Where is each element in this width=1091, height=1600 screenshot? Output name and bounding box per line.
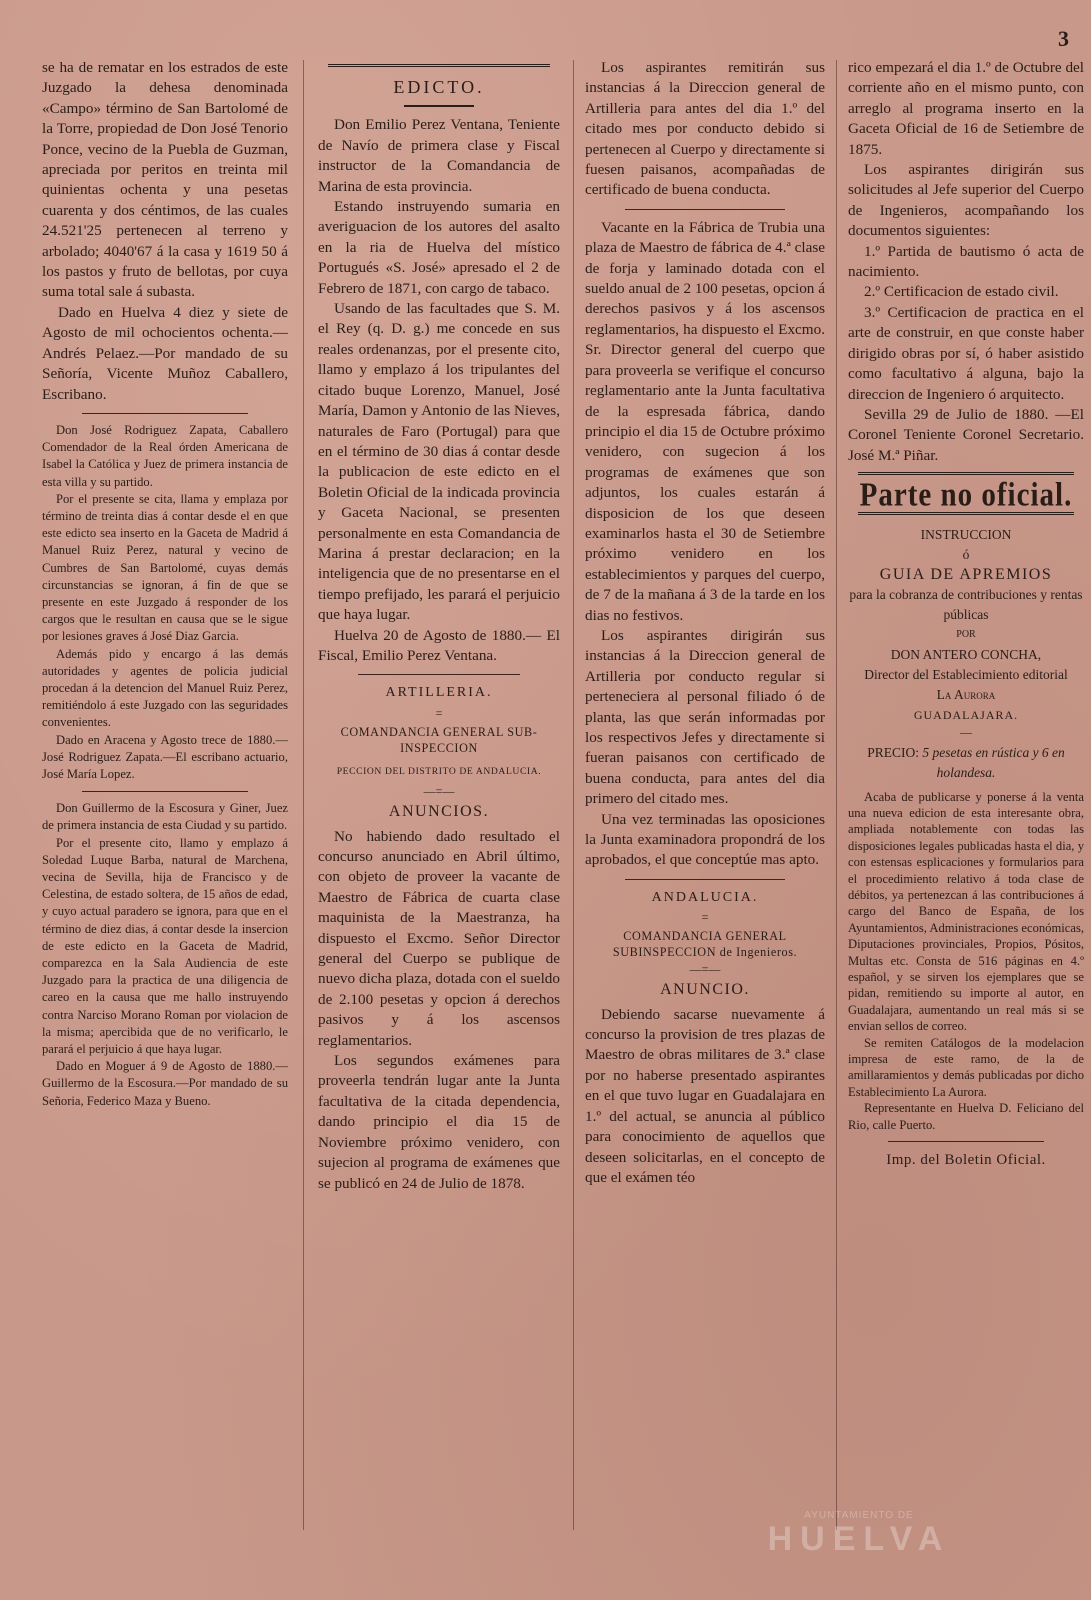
divider [888,1141,1044,1142]
section-title: Parte no oficial. [859,476,1073,514]
advert-line: INSTRUCCION [920,526,1012,542]
paragraph: Vacante en la Fábrica de Trubia una plaza de Maestro de fábrica de 4.ª clase de forja y laminado dotada con el sueldo anual de 2 100 pesetas, opcion á derechos pasivos y á los ascensos reglamentarios, ha dispuesto el Excmo. Sr. Director general del cuerpo que para proveerla se verifique el concurso reglamentario ante la Junta facultativa de la espresada fábrica, dando principio el dia 15 de Octubre próximo venidero, con sugecion á los programas de exámenes que son adjuntos, los cuales estarán á disposicion de los que deseen examinarlos hasta el 30 de Setiembre próximo venidero en los establecimientos y parques del cuerpo, de 7 de la mañana á 3 de la tarde en los dias no festivos. [585,218,825,624]
divider [328,64,550,67]
section-title: ANUNCIO. [660,981,750,999]
double-rule: = [701,910,709,925]
advert-price [848,743,1084,783]
paragraph: Los aspirantes remitirán sus instancias á la Direccion general de Artilleria para antes del dia 1.º del citado mes por conducto debido si pertenecen al Cuerpo y directamente si fuesen paisanos, acompañadas de certificado de buena conducta. [585,59,825,199]
paragraph: rico empezará el dia 1.º de Octubre del corriente año en el mismo punto, con arreglo al programa inserto en la Gaceta Oficial de 16 de Setiembre de 1875. [848,59,1084,158]
paragraph: Don José Rodriguez Zapata, Caballero Comendador de la Real órden Americana de Isabel la Católica y Juez de primera instancia de esta villa y su partido. [42,422,288,489]
column-rule [573,60,574,1530]
watermark-line: HUELVA [767,1520,951,1558]
paragraph: Además pido y encargo á las demás autoridades y agentes de policia judicial procedan á la detencion del Manuel Ruiz Perez, remitiéndolo á este Juzgado con las seguridades convenientes. [42,646,288,730]
section-title: EDICTO. [393,77,485,97]
edict-escosura [42,800,288,1110]
paragraph: Representante en Huelva D. Feliciano del Rio, calle Puerto. [848,1101,1084,1132]
paragraph: Se remiten Catálogos de la modelacion impresa de este ramo, de la de amillaramientos y demás publicadas por dicho Establecimiento La Aurora. [848,1035,1084,1099]
advert-author: DON ANTERO CONCHA, [890,646,1042,662]
column-3 [585,58,825,1580]
divider [858,472,1074,475]
paragraph: No habiendo dado resultado el concurso anunciado en Abril último, con objeto de proveer la vacante de Maestro de Fábrica de cuarta clase maquinista de la Maestranza, ha dispuesto el Excmo. Señor Director general del Cuerpo se publique de nuevo dicha plaza, dotada con el sueldo de 2.100 pesetas y opcion á derechos pasivos y á los ascensos reglamentarios. [318,827,560,1049]
paragraph: se ha de rematar en los estrados de este Juzgado la dehesa denominada «Campo» término de San Bartolomé de la Torre, propiedad de Don José Tenorio Ponce, vecino de la Puebla de Guzman, apreciada por peritos en treinta mil quinientas ochenta y una pesetas cuarenta y dos céntimos, de las cuales 24.521'25 pertenecen al terreno y arbolado; 4040'67 á la casa y 1619 50 á los pastos y fruto de bellotas, por cuya suma total sale á subasta. [42,59,288,301]
divider [358,674,520,675]
advert-title: GUIA DE APREMIOS [879,565,1053,583]
advert-line: La Aurora [936,686,996,702]
double-rule: —=— [423,784,455,799]
paragraph: Los aspirantes dirigirán sus solicitudes al Jefe superior del Cuerpo de Ingenieros, acompañando los documentos siguientes: [848,161,1084,240]
section-title: ANDALUCIA. [651,889,759,905]
watermark-line: AYUNTAMIENTO DE [804,1510,914,1521]
paragraph: Los segundos exámenes para proveerla tendrán lugar ante la Junta facultativa de la citada dependencia, dando principio el dia 15 de Noviembre próximo venidero, con sujecion al programa de exámenes que se publicó en 24 de Julio de 1878. [318,1052,560,1192]
double-rule: —=— [689,962,721,977]
paragraph: 2.º Certificacion de estado civil. [864,283,1059,301]
watermark [749,1510,969,1560]
paragraph: Por el presente se cita, llama y emplaza por término de treinta dias á contar desde el en que este edicto sea inserto en la Gaceta de Madrid á Manuel Ruiz Perez, natural y vecino de Cumbres de San Bartolomé, cuyas demás circunstancias se ignoran, á fin de que se presente en este Juzgado á responder de los cargos que le resultan en causa que se le sigue por lesiones graves á José Diaz Garcia. [42,491,288,644]
advert-body [848,789,1084,1134]
column-rule [836,60,837,1530]
printer-imprint: Imp. del Boletin Oficial. [886,1152,1046,1169]
divider [625,879,785,880]
column-rule [303,60,304,1530]
paragraph: Don Guillermo de la Escosura y Giner, Juez de primera instancia de esta Ciudad y su partido. [42,801,288,833]
section-title: ANUNCIOS. [388,803,490,821]
divider [82,413,248,414]
price-text: 5 pesetas en rústica y 6 en holandesa. [922,744,1065,780]
section-subtitle: PECCION DEL DISTRITO DE ANDALUCIA. [336,765,542,777]
paragraph: Sevilla 29 de Julio de 1880. —El Coronel Teniente Coronel Secretario. José M.ª Piñar. [848,405,1084,464]
column-2 [318,58,560,1580]
column-1 [42,58,288,1580]
double-rule: = [435,705,443,720]
advert-header [848,525,1084,783]
paragraph: Los aspirantes dirigirán sus instancias á la Direccion general de Artilleria por conducto regular si perteneciera al personal filiado ó de planta, las que serán informadas por los respectivos Jefes y directamente si fueran paisanos con certificado de buena conducta, para antes del dia primero del citado mes. [585,626,825,808]
paragraph: Usando de las facultades que S. M. el Rey (q. D. g.) me concede en sus reales ordenanzas, por el presente cito, llamo y emplazo á los tripulantes del citado buque Lorenzo, Manuel, José María, Damon y Antonio de las Nieves, naturales de Faro (Portugal) para que en el término de 30 dias á contar desde la publicacion de este edicto en el Boletin Oficial de la indicada provincia y Gaceta Nacional, se presenten personalmente en esta Comandancia de Marina á prestar declaracion; en la inteligencia que de no presentarse en el tiempo prefijado, les parará el perjuicio que haya lugar. [318,300,560,624]
price-label: PRECIO: [867,744,919,760]
paragraph: Estando instruyendo sumaria en averiguacion de los autores del asalto en la ria de Huelva del místico Portugués «S. José» apresado el 2 de Febrero de 1871, con cargo de tabaco. [318,198,560,297]
paragraph: Don Emilio Perez Ventana, Teniente de Navío de primera clase y Fiscal instructor de la Comandancia de Marina de esta provincia. [318,116,560,195]
paragraph: 3.º Certificacion de practica en el arte de construir, en que conste haber dirigido obras por sí, ó haber asistido como facultativo á alguna, bajo la direccion de Ingeniero ó arquitecto. [848,303,1084,403]
section-subtitle: COMANDANCIA GENERAL SUB-INSPECCION [340,724,538,755]
paragraph: Una vez terminadas las oposiciones la Junta examinadora propondrá de los aprobados, el que conceptúe mas apto. [585,810,825,869]
advert-line: GUADALAJARA. [913,707,1019,722]
column-4 [848,58,1084,1580]
edict-rodriguez [42,422,288,783]
double-rule: — [960,724,972,739]
advert-line: POR [956,628,976,640]
section-title: ARTILLERIA. [385,685,493,701]
advert-line: ó [962,546,970,562]
paragraph: 1.º Partida de bautismo ó acta de nacimiento. [848,242,1084,281]
divider [404,105,474,107]
advert-line: Director del Establecimiento editorial [864,666,1068,682]
divider [82,791,248,792]
paragraph: Dado en Huelva 4 diez y siete de Agosto de mil ochocientos ochenta.—Andrés Pelaez.—Por mandado de su Señoría, Vicente Muñoz Caballero, Escribano. [42,303,288,403]
paragraph: Dado en Moguer á 9 de Agosto de 1880.—Guillermo de la Escosura.—Por mandado de su Señoria, Federico Maza y Bueno. [42,1059,288,1108]
divider [625,209,785,210]
paragraph: Acaba de publicarse y ponerse á la venta una nueva edicion de esta interesante obra, ampliada notablemente con todas las disposiciones legales publicadas hasta el dia, y con estensas esplicaciones y formularios para el procedimiento relativo á toda clase de débitos, ya pertenezcan á las contribuciones á cargo del Banco de España, de los Ayuntamientos, Administraciones económicas, Diputaciones provinciales, Propios, Pósitos, Multas etc. Consta de 516 páginas en 4.º español, y se sirven los ejemplares que se pidan, remitiendo su importe al autor, en Guadalajara, aumentando un real más si se envian sellos de correo. [848,789,1084,1034]
advert-line: para la cobranza de contribuciones y rentas públicas [849,586,1083,622]
paragraph: Por el presente cito, llamo y emplazo á Soledad Luque Barba, natural de Marchena, vecina de Sevilla, hija de Francisco y de Celestina, de estado soltera, de 15 años de edad, y cuyo actual paradero se ignora, para que en el término de diez dias, á contar desde la insercion de este edicto en la Gaceta de Madrid, comparezca en la Sala Audiencia de este Juzgado para la practica de una diligencia de careo en la causa que me hallo instruyendo contra Narciso Morano Roman por violacion de la misma; apercibida que de no verificarlo, le parará el perjuicio á que haya lugar. [42,835,288,1057]
section-subtitle: COMANDANCIA GENERAL SUBINSPECCION de Ingenieros. [612,929,798,960]
page-number: 3 [1058,26,1069,51]
paragraph: Huelva 20 de Agosto de 1880.— El Fiscal, Emilio Perez Ventana. [318,626,560,664]
paragraph: Debiendo sacarse nuevamente á concurso la provision de tres plazas de Maestro de obras militares de 3.ª clase por no haberse presentado aspirantes en el que tuvo lugar en Guadalajara en 1.º del actual, se anuncia al público para conocimiento de aquellos que deseen solicitarlas, en el concepto de que el exámen téo [585,1005,825,1186]
paragraph: Dado en Aracena y Agosto trece de 1880.—José Rodriguez Zapata.—El escribano actuario, José María Lopez. [42,732,288,781]
